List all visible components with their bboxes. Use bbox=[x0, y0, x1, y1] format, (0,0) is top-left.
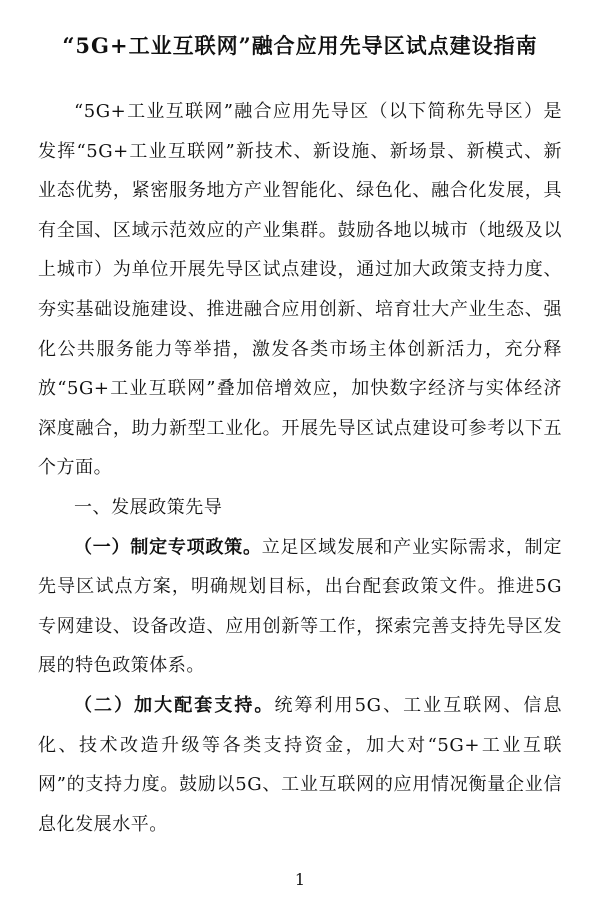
policy-item-2 bbox=[38, 686, 562, 844]
policy-item-2-heading: （二）加大配套支持。 bbox=[74, 694, 275, 716]
policy-item-1 bbox=[38, 528, 562, 686]
document-title: “5G+工业互联网”融合应用先导区试点建设指南 bbox=[62, 33, 538, 58]
section-heading: 一、发展政策先导 bbox=[74, 496, 223, 518]
document-body bbox=[38, 92, 562, 844]
policy-item-1-text: 立足区域发展和产业实际需求，制定先导区试点方案，明确规划目标，出台配套政策文件。推进5G专网建设、设备改造、应用创新等工作，探索完善支持先导区发展的特色政策体系。 bbox=[38, 536, 562, 677]
page-number: 1 bbox=[294, 870, 306, 889]
intro-paragraph: “5G+工业互联网”融合应用先导区（以下简称先导区）是发挥“5G+工业互联网”新技术、新设施、新场景、新模式、新业态优势，紧密服务地方产业智能化、绿色化、融合化发展，具有全国、区域示范效应的产业集群。鼓励各地以城市（地级及以上城市）为单位开展先导区试点建设，通过加大政策支持力度、夯实基础设施建设、推进融合应用创新、培育壮大产业生态、强化公共服务能力等举措，激发各类市场主体创新活力，充分释放“5G+工业互联网”叠加倍增效应，加快数字经济与实体经济深度融合，助力新型工业化。开展先导区试点建设可参考以下五个方面。 bbox=[38, 101, 562, 479]
policy-item-2-text: 统筹利用5G、工业互联网、信息化、技术改造升级等各类支持资金，加大对“5G+工业互联网”的支持力度。鼓励以5G、工业互联网的应用情况衡量企业信息化发展水平。 bbox=[38, 694, 562, 835]
policy-item-1-heading: （一）制定专项政策。 bbox=[74, 536, 262, 558]
